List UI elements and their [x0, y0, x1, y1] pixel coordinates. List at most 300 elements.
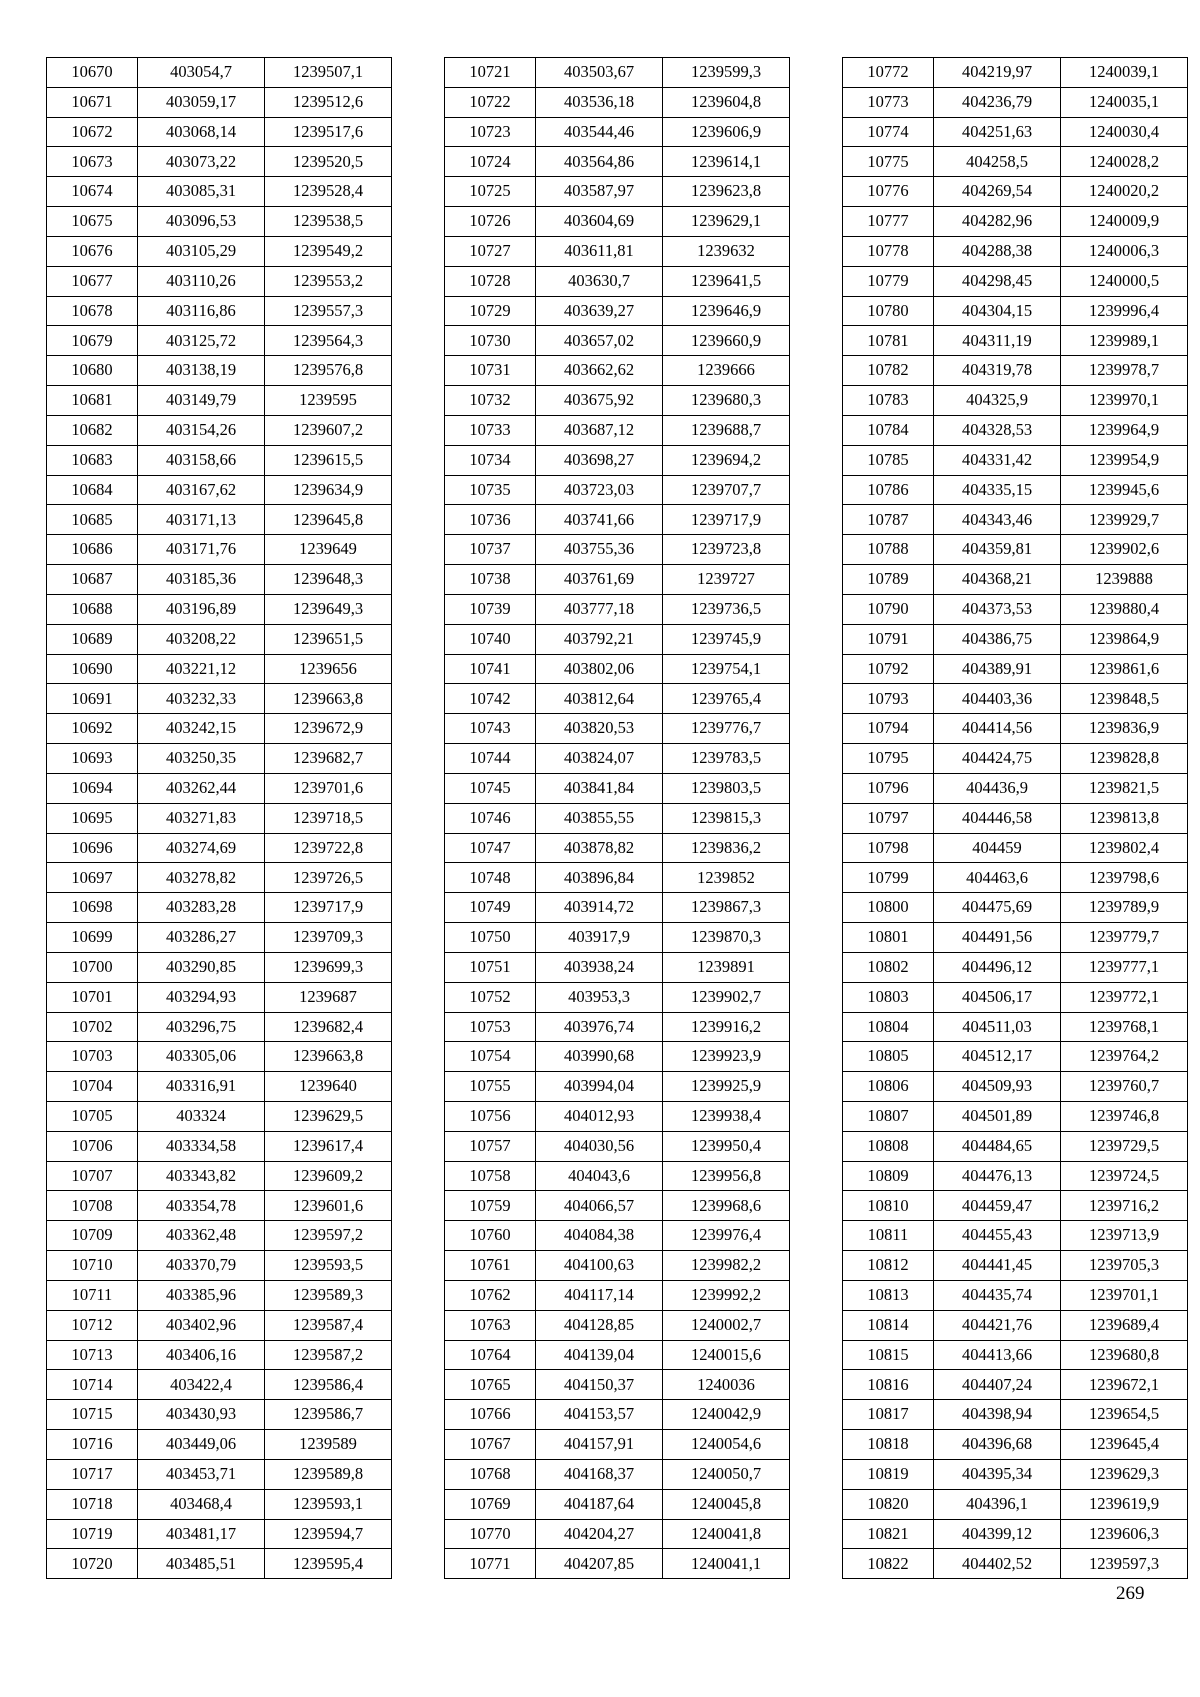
table-row	[843, 1042, 1188, 1072]
x-coordinate-cell: 403068,14	[138, 117, 265, 147]
point-number-cell: 10735	[445, 475, 536, 505]
table-row	[47, 1042, 392, 1072]
y-coordinate-cell: 1239593,5	[265, 1251, 392, 1281]
point-number-cell: 10822	[843, 1549, 934, 1579]
y-coordinate-cell: 1239507,1	[265, 58, 392, 88]
point-number-cell: 10708	[47, 1191, 138, 1221]
x-coordinate-cell: 404269,54	[934, 177, 1061, 207]
x-coordinate-cell: 403687,12	[536, 415, 663, 445]
y-coordinate-cell: 1239746,8	[1061, 1101, 1188, 1131]
point-number-cell: 10773	[843, 87, 934, 117]
y-coordinate-cell: 1239716,2	[1061, 1191, 1188, 1221]
table-row	[445, 356, 790, 386]
table-row	[47, 1101, 392, 1131]
point-number-cell: 10670	[47, 58, 138, 88]
point-number-cell: 10807	[843, 1101, 934, 1131]
y-coordinate-cell: 1239724,5	[1061, 1161, 1188, 1191]
table-row	[47, 177, 392, 207]
point-number-cell: 10726	[445, 207, 536, 237]
point-number-cell: 10737	[445, 535, 536, 565]
table-row	[843, 356, 1188, 386]
point-number-cell: 10806	[843, 1072, 934, 1102]
table-row	[445, 1310, 790, 1340]
x-coordinate-cell: 403385,96	[138, 1280, 265, 1310]
table-row	[445, 296, 790, 326]
x-coordinate-cell: 404396,68	[934, 1430, 1061, 1460]
point-number-cell: 10766	[445, 1400, 536, 1430]
table-row	[445, 1549, 790, 1579]
x-coordinate-cell: 404413,66	[934, 1340, 1061, 1370]
point-number-cell: 10816	[843, 1370, 934, 1400]
x-coordinate-cell: 403196,89	[138, 594, 265, 624]
point-number-cell: 10717	[47, 1459, 138, 1489]
point-number-cell: 10815	[843, 1340, 934, 1370]
point-number-cell: 10706	[47, 1131, 138, 1161]
table-row	[47, 147, 392, 177]
y-coordinate-cell: 1239589	[265, 1430, 392, 1460]
y-coordinate-cell: 1239538,5	[265, 207, 392, 237]
x-coordinate-cell: 403073,22	[138, 147, 265, 177]
table-row	[843, 952, 1188, 982]
y-coordinate-cell: 1239517,6	[265, 117, 392, 147]
point-number-cell: 10819	[843, 1459, 934, 1489]
table-row	[843, 475, 1188, 505]
table-row	[843, 893, 1188, 923]
point-number-cell: 10687	[47, 565, 138, 595]
table-row	[445, 744, 790, 774]
point-number-cell: 10777	[843, 207, 934, 237]
y-coordinate-cell: 1239803,5	[663, 773, 790, 803]
x-coordinate-cell: 404386,75	[934, 624, 1061, 654]
table-row	[843, 863, 1188, 893]
table-row	[843, 982, 1188, 1012]
point-number-cell: 10712	[47, 1310, 138, 1340]
table-row	[843, 1310, 1188, 1340]
y-coordinate-cell: 1239705,3	[1061, 1251, 1188, 1281]
y-coordinate-cell: 1239680,8	[1061, 1340, 1188, 1370]
point-number-cell: 10697	[47, 863, 138, 893]
y-coordinate-cell: 1239996,4	[1061, 296, 1188, 326]
table-row	[445, 505, 790, 535]
x-coordinate-cell: 404328,53	[934, 415, 1061, 445]
x-coordinate-cell: 404459,47	[934, 1191, 1061, 1221]
table-row	[843, 1459, 1188, 1489]
point-number-cell: 10721	[445, 58, 536, 88]
x-coordinate-cell: 403802,06	[536, 654, 663, 684]
x-coordinate-cell: 403085,31	[138, 177, 265, 207]
x-coordinate-cell: 403468,4	[138, 1489, 265, 1519]
point-number-cell: 10675	[47, 207, 138, 237]
point-number-cell: 10716	[47, 1430, 138, 1460]
table-row	[445, 893, 790, 923]
point-number-cell: 10788	[843, 535, 934, 565]
x-coordinate-cell: 404424,75	[934, 744, 1061, 774]
table-row	[47, 1549, 392, 1579]
y-coordinate-cell: 1239553,2	[265, 266, 392, 296]
y-coordinate-cell: 1239982,2	[663, 1251, 790, 1281]
x-coordinate-cell: 403755,36	[536, 535, 663, 565]
x-coordinate-cell: 403324	[138, 1101, 265, 1131]
x-coordinate-cell: 404204,27	[536, 1519, 663, 1549]
x-coordinate-cell: 403116,86	[138, 296, 265, 326]
x-coordinate-cell: 403334,58	[138, 1131, 265, 1161]
x-coordinate-cell: 404304,15	[934, 296, 1061, 326]
x-coordinate-cell: 404441,45	[934, 1251, 1061, 1281]
x-coordinate-cell: 404373,53	[934, 594, 1061, 624]
x-coordinate-cell: 403917,9	[536, 923, 663, 953]
x-coordinate-cell: 403208,22	[138, 624, 265, 654]
x-coordinate-cell: 404484,65	[934, 1131, 1061, 1161]
x-coordinate-cell: 404153,57	[536, 1400, 663, 1430]
point-number-cell: 10772	[843, 58, 934, 88]
table-row	[47, 1161, 392, 1191]
x-coordinate-cell: 403370,79	[138, 1251, 265, 1281]
point-number-cell: 10767	[445, 1430, 536, 1460]
table-row	[47, 445, 392, 475]
point-number-cell: 10786	[843, 475, 934, 505]
x-coordinate-cell: 404012,93	[536, 1101, 663, 1131]
x-coordinate-cell: 404319,78	[934, 356, 1061, 386]
table-row	[843, 624, 1188, 654]
y-coordinate-cell: 1239945,6	[1061, 475, 1188, 505]
point-number-cell: 10768	[445, 1459, 536, 1489]
table-row	[843, 87, 1188, 117]
table-row	[445, 117, 790, 147]
y-coordinate-cell: 1239718,5	[265, 803, 392, 833]
point-number-cell: 10751	[445, 952, 536, 982]
x-coordinate-cell: 404066,57	[536, 1191, 663, 1221]
y-coordinate-cell: 1239663,8	[265, 1042, 392, 1072]
point-number-cell: 10684	[47, 475, 138, 505]
point-number-cell: 10702	[47, 1012, 138, 1042]
y-coordinate-cell: 1239929,7	[1061, 505, 1188, 535]
table-row	[843, 744, 1188, 774]
y-coordinate-cell: 1239646,9	[663, 296, 790, 326]
y-coordinate-cell: 1240030,4	[1061, 117, 1188, 147]
page-number: 269	[1116, 1583, 1145, 1604]
table-row	[47, 1340, 392, 1370]
point-number-cell: 10750	[445, 923, 536, 953]
point-number-cell: 10779	[843, 266, 934, 296]
table-row	[445, 1161, 790, 1191]
table-row	[445, 1072, 790, 1102]
y-coordinate-cell: 1239649	[265, 535, 392, 565]
x-coordinate-cell: 404298,45	[934, 266, 1061, 296]
x-coordinate-cell: 403149,79	[138, 386, 265, 416]
table-row	[445, 833, 790, 863]
x-coordinate-cell: 403278,82	[138, 863, 265, 893]
y-coordinate-cell: 1240002,7	[663, 1310, 790, 1340]
y-coordinate-cell: 1239861,6	[1061, 654, 1188, 684]
x-coordinate-cell: 403406,16	[138, 1340, 265, 1370]
point-number-cell: 10782	[843, 356, 934, 386]
point-number-cell: 10714	[47, 1370, 138, 1400]
point-number-cell: 10703	[47, 1042, 138, 1072]
x-coordinate-cell: 404043,6	[536, 1161, 663, 1191]
point-number-cell: 10711	[47, 1280, 138, 1310]
x-coordinate-cell: 403503,67	[536, 58, 663, 88]
point-number-cell: 10682	[47, 415, 138, 445]
point-number-cell: 10705	[47, 1101, 138, 1131]
y-coordinate-cell: 1239722,8	[265, 833, 392, 863]
y-coordinate-cell: 1239557,3	[265, 296, 392, 326]
point-number-cell: 10812	[843, 1251, 934, 1281]
point-number-cell: 10710	[47, 1251, 138, 1281]
point-number-cell: 10771	[445, 1549, 536, 1579]
table-row	[445, 594, 790, 624]
x-coordinate-cell: 403657,02	[536, 326, 663, 356]
point-number-cell: 10720	[47, 1549, 138, 1579]
y-coordinate-cell: 1239772,1	[1061, 982, 1188, 1012]
y-coordinate-cell: 1239888	[1061, 565, 1188, 595]
table-row	[47, 117, 392, 147]
table-row	[843, 923, 1188, 953]
x-coordinate-cell: 404311,19	[934, 326, 1061, 356]
y-coordinate-cell: 1239689,4	[1061, 1310, 1188, 1340]
x-coordinate-cell: 403976,74	[536, 1012, 663, 1042]
table-row	[843, 58, 1188, 88]
table-row	[843, 1131, 1188, 1161]
y-coordinate-cell: 1240041,8	[663, 1519, 790, 1549]
table-row	[47, 356, 392, 386]
point-number-cell: 10755	[445, 1072, 536, 1102]
x-coordinate-cell: 403105,29	[138, 236, 265, 266]
y-coordinate-cell: 1239632	[663, 236, 790, 266]
point-number-cell: 10738	[445, 565, 536, 595]
x-coordinate-cell: 403698,27	[536, 445, 663, 475]
point-number-cell: 10764	[445, 1340, 536, 1370]
point-number-cell: 10799	[843, 863, 934, 893]
y-coordinate-cell: 1239729,5	[1061, 1131, 1188, 1161]
x-coordinate-cell: 403271,83	[138, 803, 265, 833]
x-coordinate-cell: 404236,79	[934, 87, 1061, 117]
table-row	[47, 58, 392, 88]
y-coordinate-cell: 1239776,7	[663, 714, 790, 744]
point-number-cell: 10696	[47, 833, 138, 863]
table-row	[445, 386, 790, 416]
point-number-cell: 10790	[843, 594, 934, 624]
x-coordinate-cell: 403878,82	[536, 833, 663, 863]
x-coordinate-cell: 403294,93	[138, 982, 265, 1012]
y-coordinate-cell: 1239923,9	[663, 1042, 790, 1072]
point-number-cell: 10698	[47, 893, 138, 923]
table-row	[445, 714, 790, 744]
x-coordinate-cell: 404501,89	[934, 1101, 1061, 1131]
y-coordinate-cell: 1239880,4	[1061, 594, 1188, 624]
table-row	[47, 1370, 392, 1400]
x-coordinate-cell: 403812,64	[536, 684, 663, 714]
table-row	[843, 296, 1188, 326]
table-row	[47, 952, 392, 982]
x-coordinate-cell: 404157,91	[536, 1430, 663, 1460]
y-coordinate-cell: 1239595,4	[265, 1549, 392, 1579]
x-coordinate-cell: 404325,9	[934, 386, 1061, 416]
table-row	[843, 1251, 1188, 1281]
point-number-cell: 10801	[843, 923, 934, 953]
x-coordinate-cell: 404446,58	[934, 803, 1061, 833]
point-number-cell: 10756	[445, 1101, 536, 1131]
y-coordinate-cell: 1239848,5	[1061, 684, 1188, 714]
point-number-cell: 10770	[445, 1519, 536, 1549]
y-coordinate-cell: 1239629,5	[265, 1101, 392, 1131]
table-row	[445, 266, 790, 296]
table-row	[445, 1131, 790, 1161]
point-number-cell: 10808	[843, 1131, 934, 1161]
y-coordinate-cell: 1239672,1	[1061, 1370, 1188, 1400]
y-coordinate-cell: 1239798,6	[1061, 863, 1188, 893]
y-coordinate-cell: 1239587,4	[265, 1310, 392, 1340]
table-row	[843, 714, 1188, 744]
y-coordinate-cell: 1239891	[663, 952, 790, 982]
x-coordinate-cell: 403938,24	[536, 952, 663, 982]
table-row	[843, 1400, 1188, 1430]
y-coordinate-cell: 1239916,2	[663, 1012, 790, 1042]
y-coordinate-cell: 1239764,2	[1061, 1042, 1188, 1072]
x-coordinate-cell: 404207,85	[536, 1549, 663, 1579]
x-coordinate-cell: 403662,62	[536, 356, 663, 386]
table-row	[843, 1191, 1188, 1221]
y-coordinate-cell: 1239736,5	[663, 594, 790, 624]
table-row	[843, 1280, 1188, 1310]
table-row	[47, 207, 392, 237]
point-number-cell: 10732	[445, 386, 536, 416]
point-number-cell: 10677	[47, 266, 138, 296]
x-coordinate-cell: 403154,26	[138, 415, 265, 445]
y-coordinate-cell: 1239789,9	[1061, 893, 1188, 923]
y-coordinate-cell: 1239599,3	[663, 58, 790, 88]
y-coordinate-cell: 1239648,3	[265, 565, 392, 595]
point-number-cell: 10739	[445, 594, 536, 624]
point-number-cell: 10813	[843, 1280, 934, 1310]
table-row	[445, 177, 790, 207]
x-coordinate-cell: 403262,44	[138, 773, 265, 803]
y-coordinate-cell: 1239623,8	[663, 177, 790, 207]
y-coordinate-cell: 1239656	[265, 654, 392, 684]
x-coordinate-cell: 404150,37	[536, 1370, 663, 1400]
point-number-cell: 10727	[445, 236, 536, 266]
x-coordinate-cell: 404100,63	[536, 1251, 663, 1281]
x-coordinate-cell: 403125,72	[138, 326, 265, 356]
x-coordinate-cell: 403316,91	[138, 1072, 265, 1102]
x-coordinate-cell: 403675,92	[536, 386, 663, 416]
y-coordinate-cell: 1239682,7	[265, 744, 392, 774]
point-number-cell: 10765	[445, 1370, 536, 1400]
x-coordinate-cell: 404084,38	[536, 1221, 663, 1251]
y-coordinate-cell: 1239852	[663, 863, 790, 893]
point-number-cell: 10811	[843, 1221, 934, 1251]
x-coordinate-cell: 403274,69	[138, 833, 265, 863]
table-row	[47, 386, 392, 416]
x-coordinate-cell: 403402,96	[138, 1310, 265, 1340]
x-coordinate-cell: 404512,17	[934, 1042, 1061, 1072]
y-coordinate-cell: 1239654,5	[1061, 1400, 1188, 1430]
point-number-cell: 10762	[445, 1280, 536, 1310]
table-row	[445, 1280, 790, 1310]
table-row	[445, 684, 790, 714]
x-coordinate-cell: 403362,48	[138, 1221, 265, 1251]
x-coordinate-cell: 404399,12	[934, 1519, 1061, 1549]
point-number-cell: 10780	[843, 296, 934, 326]
y-coordinate-cell: 1239629,3	[1061, 1459, 1188, 1489]
point-number-cell: 10730	[445, 326, 536, 356]
y-coordinate-cell: 1239694,2	[663, 445, 790, 475]
table-row	[843, 1549, 1188, 1579]
table-row	[47, 654, 392, 684]
table-row	[445, 207, 790, 237]
point-number-cell: 10701	[47, 982, 138, 1012]
point-number-cell: 10723	[445, 117, 536, 147]
table-row	[47, 1221, 392, 1251]
y-coordinate-cell: 1239617,4	[265, 1131, 392, 1161]
y-coordinate-cell: 1240009,9	[1061, 207, 1188, 237]
table-row	[445, 1459, 790, 1489]
point-number-cell: 10757	[445, 1131, 536, 1161]
point-number-cell: 10692	[47, 714, 138, 744]
point-number-cell: 10691	[47, 684, 138, 714]
x-coordinate-cell: 404402,52	[934, 1549, 1061, 1579]
y-coordinate-cell: 1239607,2	[265, 415, 392, 445]
x-coordinate-cell: 403639,27	[536, 296, 663, 326]
x-coordinate-cell: 404496,12	[934, 952, 1061, 982]
table-row	[445, 1251, 790, 1281]
point-number-cell: 10774	[843, 117, 934, 147]
point-number-cell: 10789	[843, 565, 934, 595]
y-coordinate-cell: 1239672,9	[265, 714, 392, 744]
point-number-cell: 10719	[47, 1519, 138, 1549]
x-coordinate-cell: 404506,17	[934, 982, 1061, 1012]
table-row	[843, 803, 1188, 833]
y-coordinate-cell: 1239597,3	[1061, 1549, 1188, 1579]
coordinates-table-2	[444, 57, 790, 1579]
y-coordinate-cell: 1239954,9	[1061, 445, 1188, 475]
y-coordinate-cell: 1239512,6	[265, 87, 392, 117]
y-coordinate-cell: 1239867,3	[663, 893, 790, 923]
table-row	[47, 1430, 392, 1460]
point-number-cell: 10743	[445, 714, 536, 744]
y-coordinate-cell: 1239619,9	[1061, 1489, 1188, 1519]
point-number-cell: 10747	[445, 833, 536, 863]
x-coordinate-cell: 404030,56	[536, 1131, 663, 1161]
y-coordinate-cell: 1239992,2	[663, 1280, 790, 1310]
y-coordinate-cell: 1239745,9	[663, 624, 790, 654]
y-coordinate-cell: 1239604,8	[663, 87, 790, 117]
table-row	[47, 1072, 392, 1102]
x-coordinate-cell: 403110,26	[138, 266, 265, 296]
y-coordinate-cell: 1239709,3	[265, 923, 392, 953]
point-number-cell: 10810	[843, 1191, 934, 1221]
point-number-cell: 10787	[843, 505, 934, 535]
y-coordinate-cell: 1239601,6	[265, 1191, 392, 1221]
table-row	[445, 147, 790, 177]
point-number-cell: 10803	[843, 982, 934, 1012]
table-row	[47, 863, 392, 893]
point-number-cell: 10798	[843, 833, 934, 863]
x-coordinate-cell: 403242,15	[138, 714, 265, 744]
x-coordinate-cell: 404117,14	[536, 1280, 663, 1310]
y-coordinate-cell: 1240054,6	[663, 1430, 790, 1460]
y-coordinate-cell: 1239549,2	[265, 236, 392, 266]
y-coordinate-cell: 1239586,4	[265, 1370, 392, 1400]
x-coordinate-cell: 404509,93	[934, 1072, 1061, 1102]
x-coordinate-cell: 404335,15	[934, 475, 1061, 505]
point-number-cell: 10760	[445, 1221, 536, 1251]
y-coordinate-cell: 1239864,9	[1061, 624, 1188, 654]
point-number-cell: 10733	[445, 415, 536, 445]
x-coordinate-cell: 404219,97	[934, 58, 1061, 88]
y-coordinate-cell: 1239723,8	[663, 535, 790, 565]
x-coordinate-cell: 403896,84	[536, 863, 663, 893]
point-number-cell: 10804	[843, 1012, 934, 1042]
